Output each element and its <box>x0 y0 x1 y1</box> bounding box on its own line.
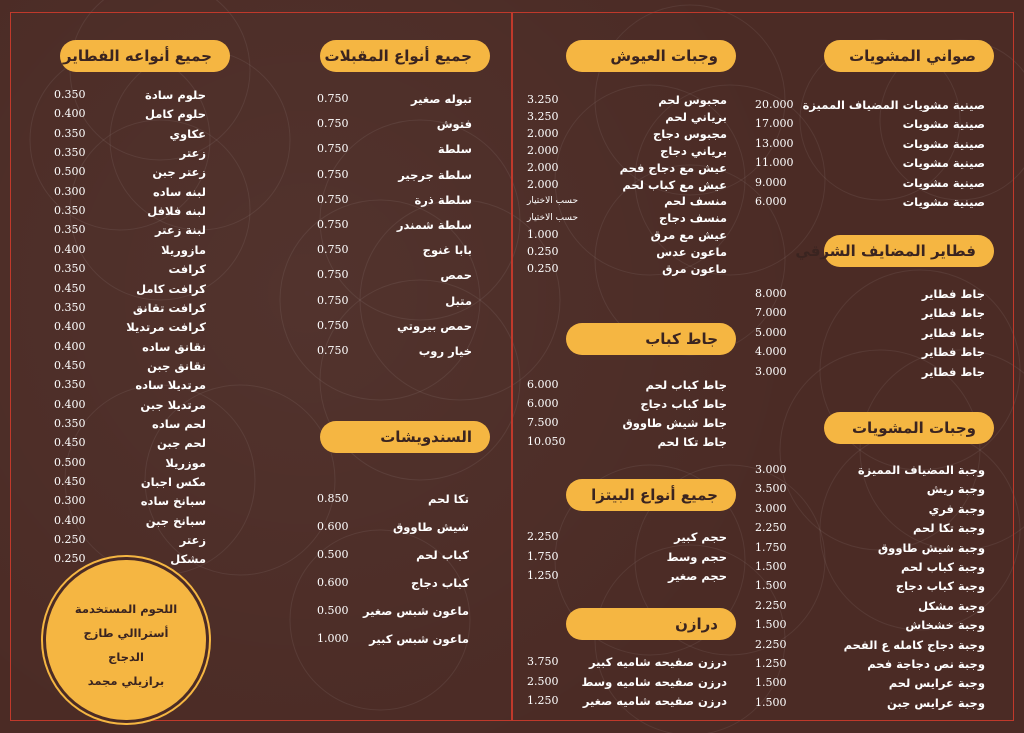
menu-item <box>54 144 206 162</box>
menu-item-price: حسب الاختيار <box>527 196 579 207</box>
menu-item-price: 8.000 <box>755 287 787 300</box>
menu-item-name: سلطة جرجير <box>398 167 472 182</box>
menu-item-name: برياني لحم <box>665 109 727 124</box>
menu-item-name: سلطة ذرة <box>414 192 472 207</box>
menu-item-price: 1.500 <box>755 676 787 690</box>
menu-item-price: 0.500 <box>317 604 349 617</box>
menu-item <box>54 396 206 414</box>
menu-item <box>54 105 206 123</box>
menu-item <box>317 292 472 310</box>
menu-item-name: ماعون شبس صغير <box>362 604 469 618</box>
menu-item <box>527 108 727 126</box>
menu-item-name: جاط فطاير <box>921 325 985 340</box>
menu-item-price: 0.400 <box>54 242 86 256</box>
menu-item-price: 0.300 <box>54 184 86 198</box>
menu-item-name: حمص <box>440 268 472 283</box>
menu-item-price: 1.250 <box>527 694 559 707</box>
menu-item-name: زعتر <box>179 533 206 548</box>
menu-item-price: 0.250 <box>527 262 559 275</box>
section-title-kebab-platter: جاط كباب <box>566 323 736 355</box>
menu-item-price: 3.750 <box>527 655 559 668</box>
menu-item <box>317 342 472 360</box>
section-title-pies: جميع أنواعه الفطاير <box>60 40 230 72</box>
menu-item <box>755 539 985 557</box>
menu-item-price: 0.250 <box>54 552 86 566</box>
menu-item-price: 9.000 <box>755 175 787 189</box>
menu-item-price: 0.450 <box>54 436 86 450</box>
badge-line-2: أستراالي طازج <box>83 626 169 640</box>
menu-item-name: سلطة <box>437 142 472 157</box>
menu-item-price: 1.250 <box>527 569 559 582</box>
menu-item <box>54 221 206 239</box>
menu-item <box>527 142 727 160</box>
menu-item-name: خيار روب <box>418 344 472 358</box>
menu-item-name: زعتر جبن <box>152 165 206 180</box>
menu-item-name: صينية مشويات <box>902 195 985 209</box>
menu-item-name: عيش مع كباب لحم <box>622 177 727 192</box>
menu-item-price: 2.250 <box>755 598 787 612</box>
menu-item <box>54 241 206 259</box>
menu-item-price: 0.350 <box>54 262 86 276</box>
menu-item-price: 0.350 <box>54 88 86 101</box>
menu-item-name: برياني دجاج <box>660 143 727 158</box>
menu-item-name: كباب دجاج <box>410 576 469 590</box>
menu-item-name: جاط تكا لحم <box>657 435 727 449</box>
menu-item <box>527 433 727 451</box>
menu-item-name: متبل <box>445 293 472 308</box>
menu-item <box>54 318 206 336</box>
menu-item <box>755 500 985 518</box>
menu-item-name: صينية مشويات المضياف المميزة <box>802 98 985 112</box>
menu-item <box>54 125 206 143</box>
menu-item <box>317 630 469 648</box>
menu-item-price: 7.000 <box>755 306 787 320</box>
menu-item-price: 5.000 <box>755 325 787 339</box>
menu-item <box>527 567 727 585</box>
menu-item-price: 0.750 <box>317 167 349 181</box>
menu-item <box>54 415 206 433</box>
menu-item <box>317 140 472 158</box>
menu-item-price: 1.500 <box>755 579 787 593</box>
menu-item <box>755 461 985 479</box>
badge-line-1: اللحوم المستخدمة <box>74 602 178 616</box>
menu-item-name: جاط فطاير <box>921 345 985 360</box>
menu-item-name: لحم جبن <box>157 436 206 451</box>
menu-item-name: شيش طاووق <box>393 520 469 534</box>
menu-item-price: 0.400 <box>54 339 86 353</box>
menu-item <box>54 473 206 491</box>
menu-item-price: 0.350 <box>54 204 86 218</box>
menu-item-name: كرافت تقانق <box>132 300 206 315</box>
menu-item-name: نقانق ساده <box>142 339 206 354</box>
menu-item <box>527 226 727 244</box>
section-title-appetizers: جميع أنواع المقبلات <box>320 40 490 72</box>
menu-item <box>755 480 985 498</box>
menu-item-name: حجم صغير <box>667 569 727 583</box>
menu-item <box>54 163 206 181</box>
menu-item <box>54 338 206 356</box>
menu-item-name: وجبة شيش طاووق <box>877 540 985 555</box>
menu-item-name: منسف دجاج <box>658 211 727 226</box>
menu-item-name: نقانق جبن <box>147 358 206 373</box>
menu-item-price: 0.750 <box>317 192 349 206</box>
menu-item <box>317 191 472 209</box>
section-title-rice-meals: وجبات العيوش <box>566 40 736 72</box>
menu-item <box>527 243 727 261</box>
menu-item-name: مجبوس لحم <box>658 93 727 107</box>
menu-item-name: منسف لحم <box>664 194 727 209</box>
menu-item-price: 0.400 <box>54 320 86 334</box>
menu-item-price: 0.750 <box>317 268 349 282</box>
menu-item-name: زعتر <box>179 146 206 161</box>
menu-item <box>54 183 206 201</box>
menu-item-price: 0.450 <box>54 358 86 372</box>
menu-item-name: ماعون شبس كبير <box>369 632 469 646</box>
menu-item-price: 0.600 <box>317 520 349 533</box>
menu-item-price: 3.500 <box>755 482 787 496</box>
section-title-pizza: جميع أنواع البيتزا <box>566 479 736 511</box>
menu-item-name: صينية مشويات <box>902 175 985 190</box>
badge-line-3: الدجاج <box>108 650 144 664</box>
menu-item-price: 0.400 <box>54 513 86 527</box>
menu-item-name: مازوريلا <box>161 242 206 257</box>
menu-item-price: 1.500 <box>755 695 787 709</box>
menu-item-name: وجبة نص دجاجة فحم <box>867 657 985 671</box>
menu-item-name: عيش مع مرق <box>650 228 727 243</box>
menu-item-name: بابا غنوج <box>422 243 472 258</box>
menu-item <box>755 135 985 153</box>
menu-item-price: 7.500 <box>527 416 559 429</box>
menu-item-price: 0.450 <box>54 281 86 295</box>
menu-item-name: عيش مع دجاج فحم <box>619 160 727 175</box>
menu-item-price: 0.350 <box>54 378 86 392</box>
menu-item-price: 0.750 <box>317 293 349 307</box>
menu-item-name: وجبة خشخاش <box>905 618 985 633</box>
menu-item <box>527 414 727 432</box>
menu-item <box>755 694 985 712</box>
menu-item <box>527 548 727 566</box>
menu-item-name: جاط كباب دجاج <box>640 397 727 411</box>
menu-item <box>755 96 985 114</box>
menu-item <box>54 512 206 530</box>
menu-item <box>527 692 727 710</box>
menu-item-price: 0.350 <box>54 146 86 160</box>
menu-item-name: مشكل <box>170 552 206 567</box>
section-title-dozens: درازن <box>566 608 736 640</box>
menu-item <box>317 490 469 508</box>
menu-item-price: 17.000 <box>755 117 794 131</box>
menu-item <box>317 602 469 620</box>
menu-item-name: ماعون مرق <box>662 262 727 276</box>
menu-item-name: موزريلا <box>165 455 206 470</box>
section-title-sandwiches: السندويشات <box>320 421 490 453</box>
menu-item-price: 2.000 <box>527 143 559 157</box>
section-title-grill-trays: صواني المشويات <box>824 40 994 72</box>
menu-item-price: 0.400 <box>54 107 86 121</box>
menu-item-price: 4.000 <box>755 345 787 359</box>
menu-item-name: وجبة كباب لحم <box>901 560 985 574</box>
menu-item-price: 0.750 <box>317 243 349 257</box>
menu-item <box>317 266 472 284</box>
menu-item-name: لبنه ساده <box>152 184 206 199</box>
menu-item <box>527 653 727 671</box>
menu-item-price: 1.000 <box>317 632 349 645</box>
menu-item <box>317 574 469 592</box>
menu-item <box>755 324 985 342</box>
menu-item <box>527 159 727 177</box>
menu-item <box>317 216 472 234</box>
menu-item <box>54 531 206 549</box>
menu-item <box>527 528 727 546</box>
menu-item <box>755 363 985 381</box>
menu-item <box>755 154 985 172</box>
menu-item <box>755 343 985 361</box>
menu-item <box>527 91 727 109</box>
menu-item-name: فتوش <box>436 117 472 132</box>
menu-item-name: تكا لحم <box>428 492 469 506</box>
menu-item-price: 0.750 <box>317 142 349 156</box>
menu-item-price: 3.000 <box>755 501 787 515</box>
menu-item <box>755 597 985 615</box>
menu-item-price: 2.000 <box>527 160 559 174</box>
menu-item <box>54 299 206 317</box>
menu-item-price: 0.250 <box>54 533 86 547</box>
menu-item-name: جاط فطاير <box>921 287 985 301</box>
menu-item-name: عكاوي <box>169 126 206 141</box>
menu-item-price: 0.750 <box>317 117 349 131</box>
menu-item-name: وجبة عرايس لحم <box>888 676 985 691</box>
menu-item-name: كرافت <box>168 262 206 277</box>
menu-item-name: درزن صفيحه شاميه وسط <box>581 674 727 689</box>
menu-item-price: 0.500 <box>54 165 86 179</box>
menu-item <box>54 86 206 104</box>
menu-item-price: 0.450 <box>54 475 86 488</box>
menu-item <box>755 655 985 673</box>
menu-item-price: 0.300 <box>54 494 86 508</box>
menu-item-name: مكس اجبان <box>140 475 206 489</box>
menu-item-price: 0.350 <box>54 223 86 237</box>
menu-item-name: صينية مشويات <box>902 156 985 171</box>
menu-item-name: صينية مشويات <box>902 117 985 132</box>
menu-item <box>54 434 206 452</box>
menu-item-price: 6.000 <box>527 378 559 391</box>
menu-item-name: جاط كباب لحم <box>645 378 727 392</box>
menu-item-price: 3.250 <box>527 109 559 123</box>
menu-item-name: مجبوس دجاج <box>653 126 727 141</box>
menu-item-name: سلطة شمندر <box>396 218 472 232</box>
menu-item <box>317 115 472 133</box>
menu-item <box>527 176 727 194</box>
menu-item-name: حلوم كامل <box>144 107 206 122</box>
menu-item <box>54 260 206 278</box>
menu-item <box>527 673 727 691</box>
section-title-grill-meals: وجبات المشويات <box>824 412 994 444</box>
menu-item <box>755 115 985 133</box>
menu-item-price: 2.250 <box>527 530 559 543</box>
menu-item-price: 0.350 <box>54 300 86 314</box>
menu-item-price: 1.750 <box>527 549 559 563</box>
menu-item-name: لبنة زعتر <box>154 223 206 238</box>
badge-line-4: برازيلي مجمد <box>87 674 165 688</box>
menu-item <box>527 209 727 227</box>
menu-item <box>317 317 472 335</box>
menu-item-name: كرافت مرتديلا <box>126 320 206 335</box>
menu-item <box>317 241 472 259</box>
menu-item-name: جاط شيش طاووق <box>622 416 727 430</box>
menu-item-price: 1.250 <box>755 657 787 670</box>
menu-item-price: 6.000 <box>527 397 559 410</box>
menu-item-price: 2.250 <box>755 521 787 535</box>
menu-item-price: حسب الاختيار <box>527 213 579 224</box>
menu-item-name: سبانخ جبن <box>145 513 206 528</box>
menu-item <box>755 519 985 537</box>
menu-item-price: 2.250 <box>755 637 787 651</box>
menu-item-name: كباب لحم <box>416 548 469 562</box>
menu-item-price: 1.500 <box>755 618 787 632</box>
menu-item-name: درزن صفيحه شاميه صغير <box>582 694 727 708</box>
menu-item-price: 0.350 <box>54 126 86 140</box>
menu-item-price: 0.250 <box>527 245 559 259</box>
menu-item-price: 11.000 <box>755 156 794 170</box>
menu-item-name: وجبة ريش <box>926 482 985 497</box>
menu-item-price: 13.000 <box>755 136 794 150</box>
menu-item <box>527 395 727 413</box>
menu-item-price: 20.000 <box>755 98 794 111</box>
menu-item-price: 0.750 <box>317 92 349 105</box>
menu-item-name: جاط فطاير <box>921 364 985 379</box>
menu-item <box>755 577 985 595</box>
menu-item <box>755 558 985 576</box>
menu-item-name: درزن صفيحه شاميه كبير <box>589 655 727 669</box>
menu-item-name: مرتديلا جبن <box>140 397 206 412</box>
menu-item <box>755 304 985 322</box>
menu-item-name: حجم وسط <box>666 549 727 564</box>
menu-item-price: 0.750 <box>317 318 349 332</box>
menu-item <box>527 125 727 143</box>
menu-item-name: وجبة كباب دجاج <box>895 579 985 594</box>
menu-item-name: كرافت كامل <box>136 281 206 296</box>
menu-item-name: وجبة عرايس جبن <box>887 695 985 710</box>
menu-item <box>317 166 472 184</box>
menu-item-price: 0.350 <box>54 416 86 430</box>
menu-item-price: 1.750 <box>755 540 787 554</box>
menu-item-price: 3.250 <box>527 93 559 106</box>
menu-item <box>527 376 727 394</box>
menu-item-price: 0.600 <box>317 576 349 589</box>
menu-item <box>755 174 985 192</box>
menu-item <box>755 636 985 654</box>
menu-item-name: لبنه فلافل <box>147 204 206 219</box>
menu-item-price: 2.000 <box>527 126 559 140</box>
menu-item-price: 0.400 <box>54 397 86 411</box>
menu-item-name: وجبة مشكل <box>918 598 985 613</box>
menu-item-price: 0.750 <box>317 218 349 231</box>
menu-item-name: وجبة تكا لحم <box>912 521 985 536</box>
menu-item-price: 1.000 <box>527 228 559 242</box>
menu-item-price: 0.500 <box>317 548 349 561</box>
menu-item-name: سبانخ ساده <box>140 494 206 509</box>
menu-item <box>755 193 985 211</box>
menu-item <box>54 357 206 375</box>
menu-item <box>317 90 472 108</box>
menu-item-name: وجبة دجاج كامله ع الفحم <box>843 637 985 652</box>
menu-item-price: 2.500 <box>527 674 559 688</box>
menu-item-price: 0.500 <box>54 455 86 469</box>
menu-item <box>527 192 727 210</box>
menu-item-name: حمص بيروتي <box>397 318 472 333</box>
menu-item-name: جاط فطاير <box>921 306 985 321</box>
menu-item-name: حلوم سادة <box>145 88 206 102</box>
menu-item <box>755 616 985 634</box>
menu-item-name: حجم كبير <box>674 530 727 544</box>
menu-item-price: 3.000 <box>755 364 787 378</box>
meat-source-badge <box>46 560 206 720</box>
menu-item <box>755 674 985 692</box>
menu-item-price: 0.850 <box>317 492 349 505</box>
menu-item-name: وجبة المضياف المميزة <box>857 463 985 477</box>
menu-item <box>755 285 985 303</box>
menu-item <box>317 546 469 564</box>
menu-item-name: ماعون عدس <box>656 245 727 260</box>
menu-item-price: 3.000 <box>755 463 787 476</box>
menu-item-name: تبوله صغير <box>411 92 472 106</box>
menu-item <box>54 280 206 298</box>
section-title-oriental-pies: فطاير المضايف الشرقي <box>824 235 994 267</box>
menu-item <box>54 376 206 394</box>
menu-item-name: صينية مشويات <box>902 136 985 151</box>
menu-item-name: وجبة فري <box>928 501 985 516</box>
menu-item-name: مرتديلا ساده <box>135 378 206 393</box>
menu-item-price: 2.000 <box>527 177 559 191</box>
menu-item <box>317 518 469 536</box>
menu-item-price: 6.000 <box>755 195 787 208</box>
menu-item-price: 10.050 <box>527 435 566 448</box>
menu-item <box>54 202 206 220</box>
menu-item-name: لحم ساده <box>152 416 206 431</box>
menu-item <box>54 492 206 510</box>
menu-item <box>527 260 727 278</box>
menu-item <box>54 454 206 472</box>
menu-item-price: 1.500 <box>755 560 787 573</box>
menu-item-price: 0.750 <box>317 344 349 357</box>
